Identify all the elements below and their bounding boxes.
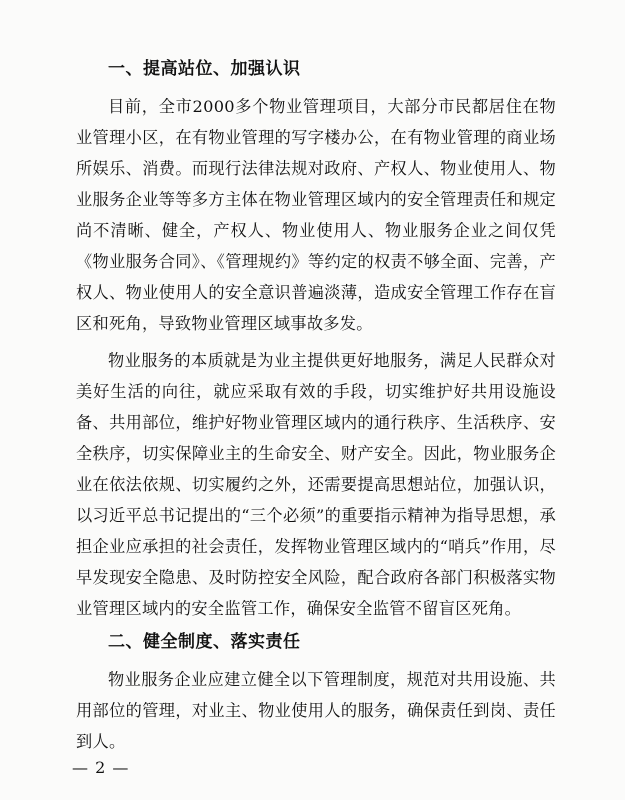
document-body [76,57,556,757]
paragraph-2: 物业服务的本质就是为业主提供更好地服务，满足人民群众对美好生活的向往，就应采取有效的手段，切实维护好共用设施设备、共用部位，维护好物业管理区域内的通行秩序、生活秩序、安全秩序，切实保障业主的生命安全、财产安全。因此，物业服务企业在依法依规、切实履约之外，还需要提高思想站位，加强认识，以习近平总书记提出的“三个必须”的重要指示精神为指导思想，承担企业应承担的社会责任，发挥物业管理区域内的“哨兵”作用，尽早发现安全隐患、及时防控安全风险，配合政府各部门积极落实物业管理区域内的安全监管工作，确保安全监管不留盲区死角。 [76,351,556,618]
paragraph-1: 目前，全市2000多个物业管理项目，大部分市民都居住在物业管理小区，在有物业管理的写字楼办公，在有物业管理的商业场所娱乐、消费。而现行法律法规对政府、产权人、物业使用人、物业服务企业等等多方主体在物业管理区域内的安全管理责任和规定尚不清晰、健全，产权人、物业使用人、物业服务企业之间仅凭《物业服务合同》、《管理规约》等约定的权责不够全面、完善，产权人、物业使用人的安全意识普遍淡薄，造成安全管理工作存在盲区和死角，导致物业管理区域事故多发。 [76,97,556,333]
section-heading-2: 二、健全制度、落实责任 [108,632,301,652]
page-number: — 2 — [72,758,130,777]
section-heading-1: 一、提高站位、加强认识 [108,59,301,79]
paragraph-3: 物业服务企业应建立健全以下管理制度，规范对共用设施、共用部位的管理，对业主、物业使用人的服务，确保责任到岗、责任到人。 [76,670,556,751]
